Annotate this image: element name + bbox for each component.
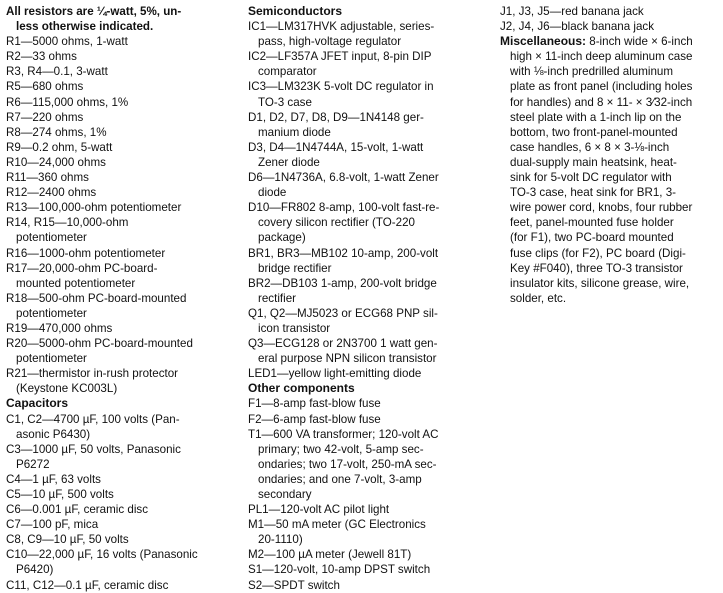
- parts-line: C6—0.001 µF, ceramic disc: [6, 503, 148, 517]
- parts-line: secondary: [258, 488, 312, 501]
- parts-line: diode: [258, 186, 287, 200]
- column-jacks-miscellaneous: [500, 4, 720, 306]
- parts-line: R10—24,000 ohms: [6, 155, 106, 169]
- parts-line: PL1—120-volt AC pilot light: [248, 503, 390, 517]
- parts-line: R14, R15—10,000-ohm: [6, 216, 129, 230]
- parts-line: C10—22,000 µF, 16 volts (Panasonic: [6, 548, 198, 562]
- parts-line: R20—5000-ohm PC-board-mounted: [6, 337, 193, 351]
- parts-line: Key #F040), three TO-3 transistor: [510, 261, 683, 275]
- parts-line: R6—115,000 ohms, 1%: [6, 95, 129, 109]
- section-heading: Semiconductors: [248, 4, 343, 18]
- parts-line: primary; two 42-volt, 5-amp sec-: [258, 442, 424, 456]
- parts-line: TO-3 case: [258, 95, 312, 109]
- parts-line: feet, panel-mounted fuse holder: [510, 216, 674, 230]
- section-heading: Other components: [248, 381, 355, 396]
- parts-line: R19—470,000 ohms: [6, 321, 113, 335]
- parts-line: C7—100 pF, mica: [6, 518, 99, 532]
- parts-line: manium diode: [258, 125, 331, 139]
- parts-line: D1, D2, D7, D8, D9—1N4148 ger-: [248, 110, 424, 124]
- parts-line: bottom, two front-panel-mounted: [510, 125, 678, 139]
- parts-line: wire power cord, knobs, four rubber: [510, 201, 693, 215]
- parts-line: R12—2400 ohms: [6, 186, 97, 200]
- misc-line: Miscellaneous: 8-inch wide × 6-inch: [500, 34, 693, 49]
- parts-line: Zener diode: [258, 155, 320, 169]
- parts-line: D6—1N4736A, 6.8-volt, 1-watt Zener: [248, 171, 439, 185]
- parts-line: package): [258, 231, 306, 245]
- parts-line: M2—100 µA meter (Jewell 81T): [248, 548, 412, 562]
- parts-line: C8, C9—10 µF, 50 volts: [6, 533, 129, 547]
- parts-line: F1—8-amp fast-blow fuse: [248, 397, 381, 411]
- parts-line: bridge rectifier: [258, 261, 332, 275]
- parts-line: D10—FR802 8-amp, 100-volt fast-re-: [248, 201, 440, 215]
- parts-line: asonic P6430): [16, 427, 91, 441]
- parts-line: T1—600 VA transformer; 120-volt AC: [248, 427, 439, 441]
- parts-line: fuse clips (for F2), PC board (Digi-: [510, 246, 686, 260]
- parts-line: potentiometer: [16, 231, 87, 245]
- parts-line: R18—500-ohm PC-board-mounted: [6, 291, 187, 305]
- parts-line: icon transistor: [258, 321, 331, 335]
- parts-line: 20-1110): [258, 533, 303, 547]
- parts-line: C1, C2—4700 µF, 100 volts (Pan-: [6, 412, 180, 426]
- parts-line: less otherwise indicated.: [16, 20, 154, 34]
- parts-line: D3, D4—1N4744A, 15-volt, 1-watt: [248, 140, 424, 154]
- parts-line: R7—220 ohms: [6, 110, 84, 124]
- parts-line: R3, R4—0.1, 3-watt: [6, 65, 108, 79]
- parts-line: rectifier: [258, 291, 297, 305]
- parts-line: pass, high-voltage regulator: [258, 35, 402, 49]
- parts-line: C5—10 µF, 500 volts: [6, 488, 114, 501]
- parts-line: C3—1000 µF, 50 volts, Panasonic: [6, 442, 181, 456]
- parts-line: S1—120-volt, 10-amp DPST switch: [248, 563, 431, 577]
- parts-line: R16—1000-ohm potentiometer: [6, 246, 166, 260]
- parts-line: R11—360 ohms: [6, 171, 89, 185]
- column-semiconductors-other: [248, 4, 496, 593]
- parts-line: Q3—ECG128 or 2N3700 1 watt gen-: [248, 337, 438, 351]
- parts-line: sink for 5-volt DC regulator with: [510, 171, 672, 185]
- parts-line: P6272: [16, 457, 50, 471]
- parts-line: R17—20,000-ohm PC-board-: [6, 261, 158, 275]
- parts-line: plate as front panel (including holes: [510, 80, 693, 94]
- parts-line: P6420): [16, 563, 54, 577]
- parts-line: TO-3 case, heat sink for BR1, 3-: [510, 186, 677, 200]
- parts-line: BR1, BR3—MB102 10-amp, 200-volt: [248, 246, 439, 260]
- parts-line: S2—SPDT switch: [248, 578, 340, 592]
- parts-line: C11, C12—0.1 µF, ceramic disc: [6, 578, 169, 592]
- parts-line: high × 11-inch deep aluminum case: [510, 50, 693, 64]
- misc-heading: Miscellaneous:: [500, 34, 587, 49]
- parts-line: comparator: [258, 65, 317, 79]
- parts-line: Q1, Q2—MJ5023 or ECG68 PNP sil-: [248, 306, 438, 320]
- parts-line: M1—50 mA meter (GC Electronics: [248, 518, 426, 532]
- parts-line: F2—6-amp fast-blow fuse: [248, 412, 381, 426]
- parts-line: (Keystone KC003L): [16, 382, 118, 396]
- parts-line: ondaries; and one 7-volt, 3-amp: [258, 472, 422, 486]
- parts-line: IC3—LM323K 5-volt DC regulator in: [248, 80, 434, 94]
- parts-line: steel plate with a 1-inch lip on the: [510, 110, 682, 124]
- parts-line: covery silicon rectifier (TO-220: [258, 216, 415, 230]
- parts-line: dual-supply main heatsink, heat-: [510, 155, 677, 169]
- parts-line: (for F1), two PC-board mounted: [510, 231, 674, 245]
- parts-line: insulator kits, silicone grease, wire,: [510, 276, 690, 290]
- parts-line: potentiometer: [16, 306, 87, 320]
- parts-line: mounted potentiometer: [16, 276, 136, 290]
- parts-line: R9—0.2 ohm, 5-watt: [6, 140, 113, 154]
- parts-line: R21—thermistor in-rush protector: [6, 367, 179, 381]
- column-resistors-capacitors: [6, 4, 244, 593]
- parts-line: All resistors are ¼-watt, 5%, un-: [6, 5, 182, 18]
- parts-line: ondaries; two 17-volt, 250-mA sec-: [258, 457, 437, 471]
- parts-line: J1, J3, J5—red banana jack: [500, 5, 644, 18]
- parts-line: J2, J4, J6—black banana jack: [500, 20, 655, 34]
- parts-line: R8—274 ohms, 1%: [6, 125, 107, 139]
- parts-line: LED1—yellow light-emitting diode: [248, 367, 422, 381]
- parts-line: with ⅛-inch predrilled aluminum: [510, 65, 674, 79]
- parts-line: solder, etc.: [510, 291, 567, 305]
- parts-line: for handles) and 8 × 11- × 3⁄32-inch: [510, 95, 693, 109]
- parts-line: R2—33 ohms: [6, 50, 77, 64]
- parts-line: eral purpose NPN silicon transistor: [258, 352, 437, 366]
- parts-line: BR2—DB103 1-amp, 200-volt bridge: [248, 276, 437, 290]
- parts-line: R5—680 ohms: [6, 80, 84, 94]
- parts-line: R1—5000 ohms, 1-watt: [6, 35, 128, 49]
- parts-line: C4—1 µF, 63 volts: [6, 472, 101, 486]
- section-heading: Capacitors: [6, 396, 69, 411]
- parts-line: IC1—LM317HVK adjustable, series-: [248, 20, 435, 34]
- parts-line: R13—100,000-ohm potentiometer: [6, 201, 182, 215]
- parts-line: case handles, 6 × 8 × 3-⅛-inch: [510, 140, 670, 154]
- parts-line: IC2—LF357A JFET input, 8-pin DIP: [248, 50, 432, 64]
- parts-line: potentiometer: [16, 352, 87, 366]
